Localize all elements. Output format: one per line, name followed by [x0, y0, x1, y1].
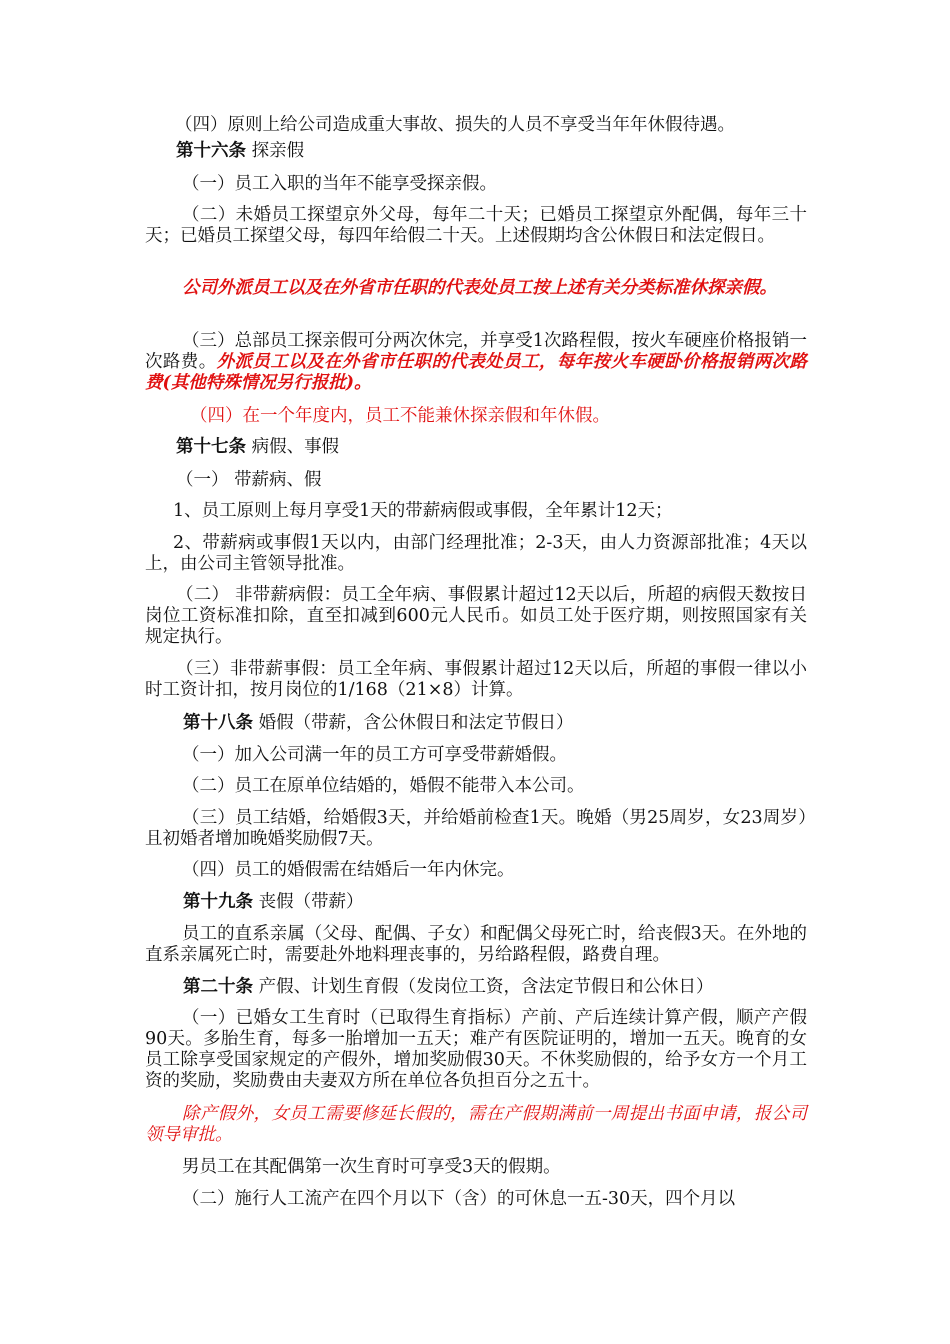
paragraph-16-2: （二）未婚员工探望京外父母，每年二十天；已婚员工探望京外配偶，每年三十天；已婚员工探望父母，每四年给假二十天。上述假期均含公休假日和法定假日。: [145, 205, 807, 246]
article-19-heading: [183, 892, 845, 913]
paragraph-20-2: （二）施行人工流产在四个月以下（含）的可休息一五-30天，四个月以: [182, 1189, 736, 1209]
paragraph-16-4: （四）在一个年度内，员工不能兼休探亲假和年休假。: [190, 406, 610, 426]
article-title: 丧假（带薪）: [253, 892, 364, 912]
article-16-heading: [176, 141, 838, 162]
article-18-heading: [183, 713, 845, 734]
paragraph-16-1: （一）员工入职的当年不能享受探亲假。: [182, 174, 497, 194]
paragraph-16-3-red: 外派员工以及在外省市任职的代表处员工，每年按火车硬卧价格报销两次路费(其他特殊情况另行报批)。: [145, 352, 808, 393]
paragraph-20-male: 男员工在其配偶第一次生育时可享受3天的假期。: [182, 1157, 561, 1177]
article-title: 病假、事假: [246, 437, 340, 457]
article-17-heading: [176, 437, 838, 458]
article-title: 婚假（带薪，含公休假日和法定节假日）: [253, 713, 574, 733]
article-title: 产假、计划生育假（发岗位工资，含法定节假日和公休日）: [253, 977, 714, 997]
article-20-heading: [183, 977, 845, 998]
article-number: 第十八条: [183, 713, 253, 733]
paragraph-18-1: （一）加入公司满一年的员工方可享受带薪婚假。: [182, 745, 567, 765]
paragraph-17-2: （二） 非带薪病假：员工全年病、事假累计超过12天以后，所超的病假天数按日岗位工资标准扣除，直至扣减到600元人民币。如员工处于医疗期，则按照国家有关规定执行。: [145, 585, 807, 647]
paragraph-20-1: （一）已婚女工生育时（已取得生育指标）产前、产后连续计算产假，顺产产假90天。多胎生育，每多一胎增加一五天；难产有医院证明的，增加一五天。晚育的女员工除享受国家规定的产假外，增加奖励假30天。不休奖励假的，给予女方一个月工资的奖励，奖励费由夫妻双方所在单位各负担百分之五十。: [145, 1008, 807, 1091]
article-number: 第十六条: [176, 141, 246, 161]
paragraph-17-1-2: 2、带薪病或事假1天以内，由部门经理批准；2-3天，由人力资源部批准；4天以上，由公司主管领导批准。: [145, 533, 807, 574]
paragraph-18-4: （四）员工的婚假需在结婚后一年内休完。: [182, 860, 515, 880]
paragraph-18-3: （三）员工结婚，给婚假3天，并给婚前检查1天。晚婚（男25周岁，女23周岁）且初婚者增加晚婚奖励假7天。: [145, 808, 807, 849]
paragraph-16-red-note: 公司外派员工以及在外省市任职的代表处员工按上述有关分类标准休探亲假。: [182, 278, 777, 298]
paragraph-18-2: （二）员工在原单位结婚的，婚假不能带入本公司。: [182, 776, 585, 796]
paragraph-17-3: （三）非带薪事假：员工全年病、事假累计超过12天以后，所超的事假一律以小时工资计扣，按月岗位的1/168（21×8）计算。: [145, 659, 807, 700]
paragraph-20-red-note: 除产假外，女员工需要修延长假的，需在产假期满前一周提出书面申请，报公司领导审批。: [145, 1104, 807, 1145]
paragraph-17-1-1: 1、员工原则上每月享受1天的带薪病假或事假，全年累计12天；: [173, 501, 673, 521]
paragraph-16-3-text: （三）总部员工探亲假可分两次休完，并享受1次路程假，按火车硬座价格报销一次路费。: [145, 331, 807, 372]
paragraph-annual-leave-4: （四）原则上给公司造成重大事故、损失的人员不享受当年年休假待遇。: [175, 115, 735, 135]
paragraph-17-1: （一） 带薪病、假: [176, 470, 322, 490]
article-number: 第十九条: [183, 892, 253, 912]
article-number: 第二十条: [183, 977, 253, 997]
article-title: 探亲假: [246, 141, 305, 161]
article-number: 第十七条: [176, 437, 246, 457]
paragraph-16-3: [145, 331, 807, 394]
paragraph-19-1: 员工的直系亲属（父母、配偶、子女）和配偶父母死亡时，给丧假3天。在外地的直系亲属死亡时，需要赴外地料理丧事的，另给路程假，路费自理。: [145, 924, 807, 965]
